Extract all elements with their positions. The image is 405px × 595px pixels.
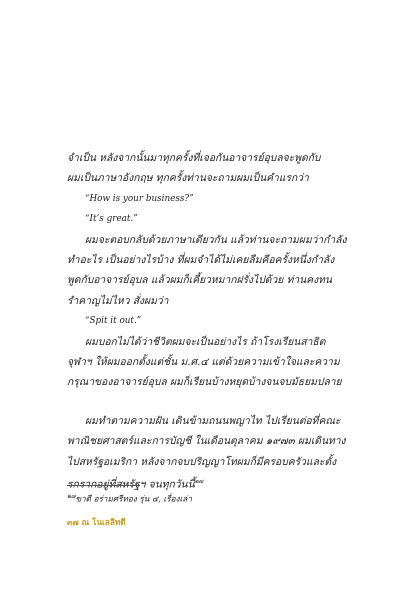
page-folio: ๓๗ ณ โนเลลีทดี (67, 517, 126, 527)
footnote-divider (67, 485, 140, 486)
paragraph-3: ผมบอกไม่ได้ว่าชีวิตผมจะเป็นอย่างไร ถ้าโรงเรียนสาธิตจุฬาฯ ให้ผมออกตั้งแต่ชั้น ม.ศ.๔ แต่ด้วยความเข้าใจและความกรุณาของอาจารย์อุบล ผมก็เรียนบ้างหยุดบ้างจนจบมัธยมปลาย (67, 335, 342, 389)
paragraph-4-text: ผมทำตามความฝัน เดินข้ามถนนพญาไท ไปเรียนต่อที่คณะพาณิชยศาสตร์และการบัญชี ในเดือนตุลาคม ๑๙๗๓ ผมเดินทางไปสหรัฐอเมริกา หลังจากจบปริญญาโทผมก็มีครอบครัวและตั้งรกรากอยู่ที่สหรัฐฯ จนทุกวันนี้ (67, 414, 346, 491)
footnote (67, 491, 347, 505)
footnote-number: ๒๗ (67, 493, 76, 500)
footnote-text: ขาดี อร่ามศรีทอง รุ่น ๔, เรื่องเล่า (75, 493, 192, 504)
body-text (67, 148, 347, 495)
paragraph-2: ผมจะตอบกลับด้วยภาษาเดียวกัน แล้วท่านจะถามผมว่ากำลังทำอะไร เป็นอย่างไรบ้าง ที่ผมจำได้ไม่เคยลืมคือครั้งหนึ่งกำลังพูดกับอาจารย์อุบล แล้วผมก็เคี้ยวหมากฝรั่งไปด้วย ท่านคงทนรำคาญไม่ไหว สั่งผมว่า (67, 233, 347, 307)
quote-how-is-your-business: “How is your business?” (85, 193, 194, 204)
quote-its-great: “It’s great.” (85, 214, 138, 225)
quote-spit-it-out: “Spit it out.” (85, 316, 142, 327)
paragraph-1-line-2: ผมเป็นภาษาอังกฤษ ทุกครั้งท่านจะถามผมเป็นคำแรกว่า (67, 172, 309, 185)
footnote-reference: ๒๗ (194, 478, 204, 486)
paragraph-4 (67, 411, 347, 495)
paragraph-1-line-1: จำเป็น หลังจากนั้นมาทุกครั้งที่เจอกันอาจารย์อุบลจะพูดกับ (67, 152, 321, 164)
